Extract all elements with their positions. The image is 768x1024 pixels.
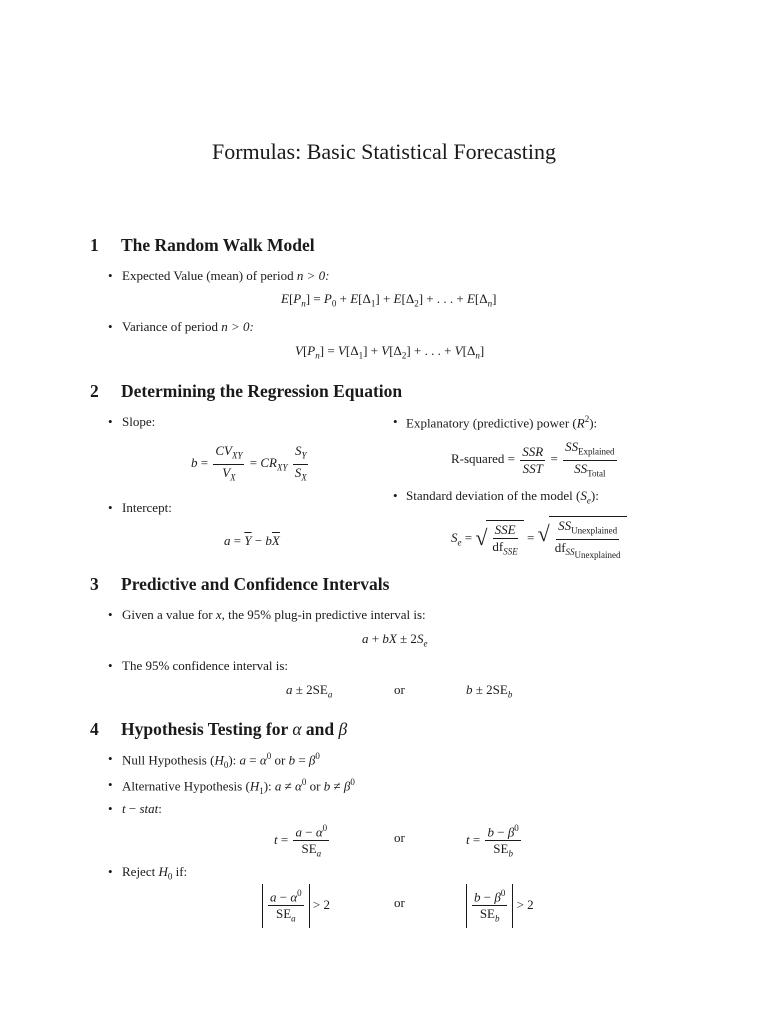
or-label: or [394,682,405,697]
predictive-interval-formula: a + bX ± $2S_e$ [362,631,428,649]
s2-stddev-end: ): [590,488,599,503]
reject-a-formula: $\frac{a - \alpha^0}{SE_a}$ > 2 [262,884,330,928]
section-3-number: 3 [90,574,99,594]
s1-bullet-expected-value [122,268,329,284]
section-3-heading: Predictive and Confidence Intervals [121,574,390,594]
confidence-a-formula: $a \pm 2SE_a$ [286,682,333,700]
t-stat-b-formula: t = $\frac{b - \beta^0}{SE_b}$ [466,823,519,859]
reject-b-formula: $\frac{b - \beta^0}{SE_b}$ > 2 [466,884,534,928]
section-4-number: 4 [90,719,99,739]
s4-tstat-end: : [158,801,162,816]
s4-reject-label: Reject $H_0$ if: [122,864,188,882]
section-4-heading: Hypothesis Testing for α and β [121,719,348,739]
s2-stddev-label: Standard deviation of the model $(S_e)$: [406,488,599,506]
s4-heading-and: and [305,719,335,739]
s2-power-label: Explanatory (predictive) power $(R^2)$: [406,414,598,431]
s1-b1-text: Expected Value (mean) of period [122,268,294,283]
or-label: or [394,830,405,845]
intercept-formula: $a = \overline{Y} - b\overline{X}$ [224,533,280,548]
s3-b1a: Given a value for [122,607,213,622]
s2-power-end: ): [589,415,598,431]
bullet: • [108,319,113,334]
bullet: • [108,500,113,515]
bullet: • [108,414,113,429]
variance-formula: $V[P_n] = V[\Delta_1] + V[\Delta_2]$ + . . . + $V[\Delta_n]$ [295,343,485,361]
rsq-label: R-squared = [451,451,516,467]
bullet: • [393,414,398,429]
s3-confidence-label: The 95% confidence interval is: [122,658,289,673]
slope-formula: b = $\frac{CV_{XY}}{V_X}$ = $CR_{XY}$ $\frac{S_Y}{S_X}$ [191,443,307,483]
s4-heading-a: Hypothesis Testing for [121,719,288,739]
s4-alt-text: Alternative Hypothesis ( [122,778,250,794]
r-squared-formula: R-squared = $\frac{\text{SSR}}{\text{SST}}$ = $\frac{SS_{Explained}}{SS_{Total}}$ [451,439,615,479]
s4-null-hypothesis: Null Hypothesis $(H_0)$: $a = \alpha^0$ or $b = \beta^0$ [122,751,320,770]
s2-power-text: Explanatory (predictive) power ( [406,415,577,431]
expected-value-formula: $E[P_n] = P_0 + E[\Delta_1] + E[\Delta_2]$ + . . . + $E[\Delta_n]$ [281,291,497,309]
section-1-number: 1 [90,235,99,255]
or-label: or [394,895,405,910]
s3-b1b: , the 95% plug-in predictive interval is: [221,607,426,622]
s1-b2-cond: n > 0: [221,319,254,334]
section-2-heading: Determining the Regression Equation [121,381,403,401]
s1-b1-cond: n > 0: [296,268,330,283]
bullet: • [108,864,113,879]
s3-predictive-label: Given a value for x, the 95% plug-in predictive interval is: [122,607,426,622]
bullet: • [393,488,398,503]
s4-reject-end: if: [175,864,188,879]
bullet: • [108,658,113,673]
s1-bullet-variance [122,319,254,335]
bullet: • [108,777,113,792]
s2-slope-label: Slope: [122,414,156,429]
s2-stddev-text: Standard deviation of the model ( [406,488,581,503]
bullet: • [108,607,113,622]
confidence-b-formula: $b \pm 2SE_b$ [466,682,513,700]
s4-tstat-label: t − stat: [122,801,162,816]
bullet: • [108,751,113,766]
s4-reject-text: Reject [122,864,156,879]
section-1-heading: The Random Walk Model [121,235,315,255]
s4-null-text: Null Hypothesis ( [122,752,215,768]
stddev-formula: $S_e$ = √ $\frac{\text{SSE}}{df_{SSE}}$ = √ $\frac{SS_{Unexplained}}{df_{SS_{Unexplained}}}$ [451,516,627,562]
s4-alt-hypothesis: Alternative Hypothesis $(H_1)$: $a \ne \alpha^0$ or $b \ne \beta^0$ [122,777,355,796]
page-title: Formulas: Basic Statistical Forecasting [211,139,556,164]
section-2-number: 2 [90,381,99,401]
s1-b2-text: Variance of period [122,319,219,334]
bullet: • [108,801,113,816]
s2-intercept-label: Intercept: [122,500,172,515]
t-stat-a-formula: t = $\frac{a - \alpha^0}{SE_a}$ [274,823,328,859]
bullet: • [108,268,113,283]
